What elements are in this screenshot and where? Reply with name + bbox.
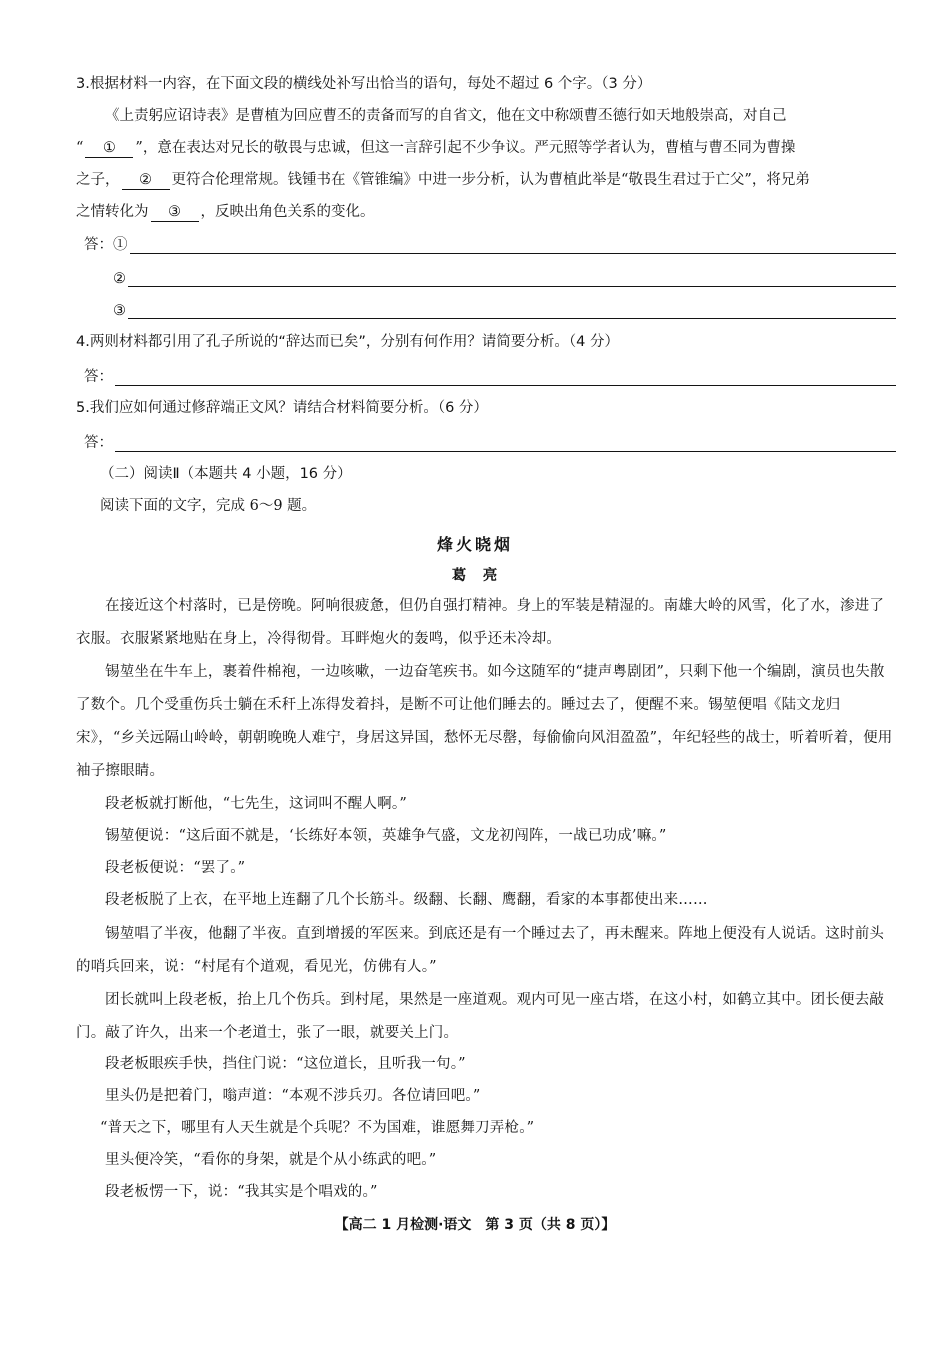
- story-paragraph: 里头仍是把着门，嗡声道：“本观不涉兵刃。各位请回吧。”: [105, 1088, 481, 1104]
- answer-label: 答：: [84, 435, 113, 451]
- q4-answer-line[interactable]: [84, 364, 896, 386]
- q3-text: 之情转化为: [76, 204, 149, 220]
- story-paragraph: 段老板脱了上衣，在平地上连翻了几个长筋斗。级翻、长翻、鹰翻，看家的本事都使出来……: [105, 892, 708, 908]
- answer-label: 答：①: [84, 237, 128, 253]
- q5-answer-line[interactable]: [84, 430, 896, 452]
- page-footer: 【高二 1 月检测·语文 第 3 页（共 8 页）】: [334, 1217, 616, 1233]
- story-paragraph: 里头便冷笑，“看你的身架，就是个从小练武的吧。”: [105, 1152, 437, 1168]
- answer-rule: [115, 371, 896, 386]
- story-paragraph: 段老板眼疾手快，挡住门说：“这位道长，且听我一句。”: [105, 1056, 466, 1072]
- story-paragraph: 锡堃唱了半夜，他翻了半夜。直到增援的军医来。到底还是有一个睡过去了，再未醒来。阵地上便没有人说话。这时前头的哨兵回来，说：“村尾有个道观，看见光，仿佛有人。”: [76, 926, 885, 975]
- answer-rule: [128, 304, 896, 319]
- answer-label: ②: [113, 271, 126, 287]
- q3-text: “: [76, 140, 84, 156]
- blank-1: ①: [85, 139, 133, 158]
- section-instruction: 阅读下面的文字，完成 6～9 题。: [100, 498, 317, 514]
- q3-passage-line2: [76, 138, 896, 158]
- q3-text: 《上责躬应诏诗表》是曹植为回应曹丕的责备而写的自省文，他在文中称颂曹丕德行如天地般崇高，对自己: [105, 108, 787, 124]
- q3-text: ，反映出角色关系的变化。: [200, 204, 375, 220]
- story-paragraph: 段老板便说：“罢了。”: [105, 860, 246, 876]
- q3-answer-line-2[interactable]: [84, 265, 896, 287]
- story-title: 烽火晓烟: [436, 535, 513, 554]
- answer-rule: [130, 239, 897, 254]
- story-paragraph: 在接近这个村落时，已是傍晚。阿响很疲惫，但仍自强打精神。身上的军装是精湿的。南雄大岭的风雪，化了水，渗进了衣服。衣服紧紧地贴在身上，冷得彻骨。耳畔炮火的轰鸣，似乎还未冷却。: [76, 598, 885, 647]
- q3-answer-line-3[interactable]: [84, 297, 896, 319]
- story-paragraph: 锡堃坐在牛车上，裹着件棉袍，一边咳嗽，一边奋笔疾书。如今这随军的“捷声粤剧团”，只剩下他一个编剧，演员也失散了数个。几个受重伤兵士躺在禾秆上冻得发着抖，是断不可让他们睡去的。睡过去了，便醒不来。锡堃便唱《陆文龙归宋》，“乡关远隔山岭岭，朝朝晚晚人难宁，身居这异国，愁怀无尽罄，每偷偷向风泪盈盈”，年纪轻些的战士，听着听着，便用袖子擦眼睛。: [76, 664, 893, 779]
- q3-passage-line1: [76, 106, 896, 126]
- q3-passage-line3: [76, 170, 896, 190]
- answer-rule: [128, 272, 896, 287]
- story-paragraph: 锡堃便说：“这后面不就是，‘长练好本领，英雄争气盛，文龙初闯阵，一战已功成’嘛。”: [105, 828, 667, 844]
- q5-stem: 5.我们应如何通过修辞端正文风？请结合材料简要分析。（6 分）: [76, 400, 488, 416]
- blank-2: ②: [122, 171, 170, 190]
- story-paragraph: 段老板就打断他，“七先生，这词叫不醒人啊。”: [105, 796, 407, 812]
- answer-label: 答：: [84, 369, 113, 385]
- q4-stem: 4.两则材料都引用了孔子所说的“辞达而已矣”，分别有何作用？请简要分析。（4 分）: [76, 334, 619, 350]
- answer-label: ③: [113, 303, 126, 319]
- q3-passage-line4: [76, 202, 896, 222]
- story-paragraph: “普天之下，哪里有人天生就是个兵呢？不为国难，谁愿舞刀弄枪。”: [100, 1120, 535, 1136]
- q3-stem: 3.根据材料一内容，在下面文段的横线处补写出恰当的语句，每处不超过 6 个字。（3 分）: [76, 76, 652, 92]
- story-paragraph: 段老板愣一下，说：“我其实是个唱戏的。”: [105, 1184, 378, 1200]
- q3-answer-line-1[interactable]: [84, 232, 896, 254]
- q3-text: 之子，: [76, 172, 120, 188]
- blank-3: ③: [151, 203, 199, 222]
- q3-text: 更符合伦理常规。钱锺书在《管锥编》中进一步分析，认为曹植此举是“敬畏生君过于亡父”，将兄弟: [171, 172, 810, 188]
- story-paragraph: 团长就叫上段老板，抬上几个伤兵。到村尾，果然是一座道观。观内可见一座古塔，在这小村，如鹤立其中。团长便去敲门。敲了许久，出来一个老道士，张了一眼，就要关上门。: [76, 992, 885, 1041]
- answer-rule: [115, 437, 896, 452]
- story-author: 葛 亮: [451, 568, 499, 584]
- section-heading: （二）阅读Ⅱ（本题共 4 小题，16 分）: [100, 466, 352, 482]
- q3-text: ”，意在表达对兄长的敬畏与忠诚，但这一言辞引起不少争议。严元照等学者认为，曹植与曹丕同为曹操: [135, 140, 796, 156]
